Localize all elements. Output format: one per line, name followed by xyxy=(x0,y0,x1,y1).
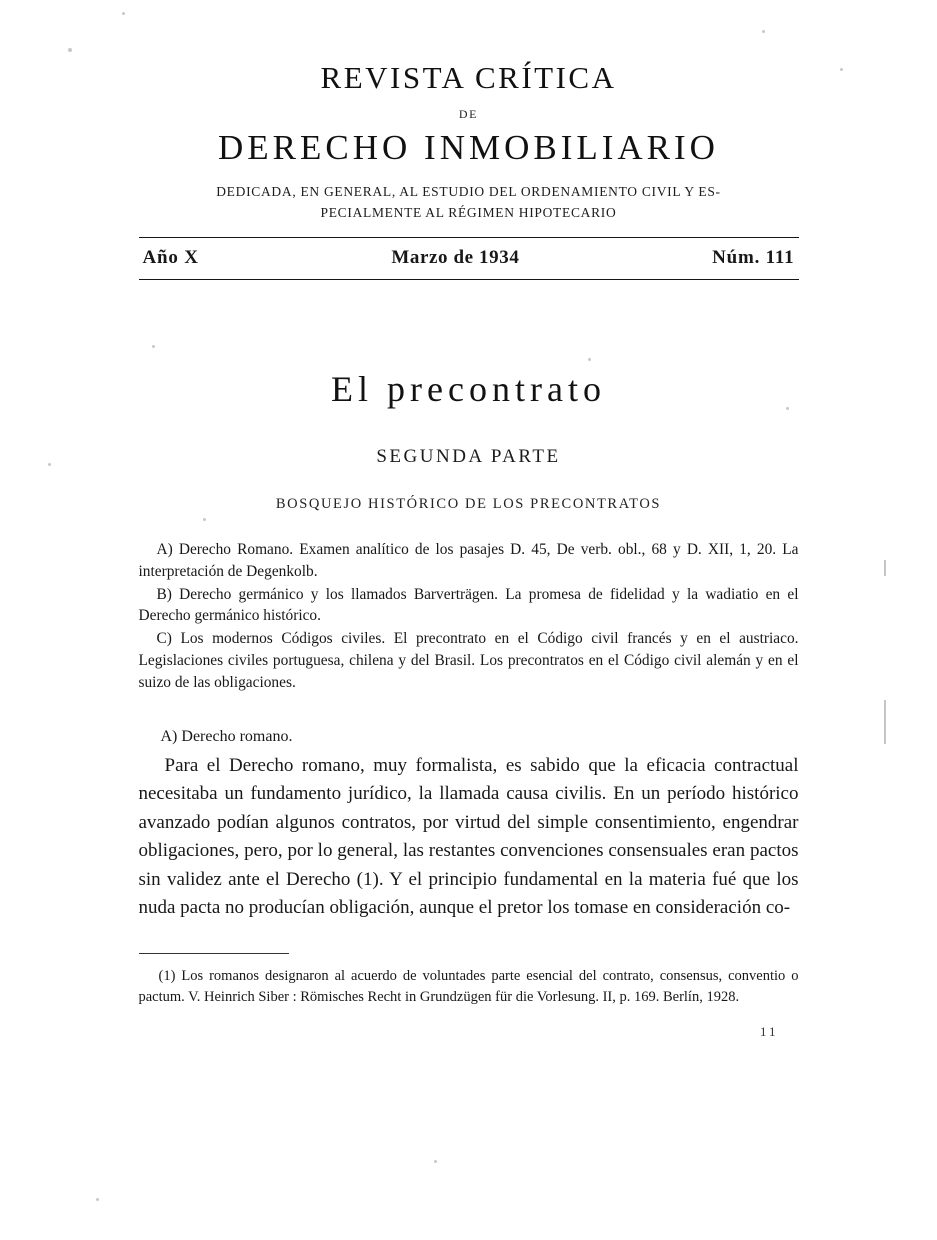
scan-speck xyxy=(152,345,155,348)
summary-item-c: C) Los modernos Códigos civiles. El precontrato en el Código civil francés y en el austriaco. Legislaciones civiles portuguesa, chilena y del Brasil. Los precontratos en el Código civil alemán y en el suizo de las obligaciones. xyxy=(138,630,799,692)
scan-edge-mark xyxy=(884,700,886,744)
scan-edge-mark xyxy=(884,560,886,576)
journal-subtitle xyxy=(139,182,799,224)
article-body xyxy=(139,752,799,923)
scan-speck xyxy=(48,463,51,466)
footnote xyxy=(139,966,799,1008)
summary-item-b: B) Derecho germánico y los llamados Barverträgen. La promesa de fidelidad y la wadiatio en el Derecho germánico histórico. xyxy=(138,585,799,625)
journal-title-line-2: DERECHO INMOBILIARIO xyxy=(218,128,719,167)
issue-bar xyxy=(139,238,799,279)
issue-year: Año X xyxy=(142,246,199,268)
journal-masthead xyxy=(139,0,799,280)
article-title: El precontrato xyxy=(331,368,606,409)
section-heading-a: A) Derecho romano. xyxy=(160,727,293,745)
issue-number: Núm. 111 xyxy=(712,246,795,268)
journal-subtitle-line-1: DEDICADA, EN GENERAL, AL ESTUDIO DEL ORDENAMIENTO CIVIL Y ES- xyxy=(216,184,721,199)
journal-title-de: DE xyxy=(458,107,479,121)
journal-subtitle-line-2: PECIALMENTE AL RÉGIMEN HIPOTECARIO xyxy=(320,204,617,220)
footnote-text: (1) Los romanos designaron al acuerdo de voluntades parte esencial del contrato, consensus, conventio o pactum. V. Heinrich Siber : Römisches Recht in Grundzügen für die Vorlesung. II, p. 169. Berlín, 1928. xyxy=(138,967,799,1005)
article-part-label: SEGUNDA PARTE xyxy=(376,445,561,467)
scan-speck xyxy=(786,407,789,410)
scan-speck xyxy=(68,48,72,52)
footnote-separator xyxy=(139,953,289,954)
scan-speck xyxy=(122,12,125,15)
scan-speck xyxy=(96,1198,99,1201)
scan-speck xyxy=(434,1160,437,1163)
scan-speck xyxy=(588,358,591,361)
article-body-paragraph: Para el Derecho romano, muy formalista, es sabido que la eficacia contractual necesitaba un fundamento jurídico, la llamada causa civilis. En un período histórico avanzado podían algunos contratos, por virtud del simple consentimiento, engendrar obligaciones, pero, por lo general, las restantes convenciones consensuales eran pactos sin validez ante el Derecho (1). Y el principio fundamental en la materia fué que los nuda pacta no producían obligación, aunque el pretor los tomase en consideración co- xyxy=(138,754,799,919)
scan-speck xyxy=(762,30,765,33)
summary-item-a: A) Derecho Romano. Examen analítico de los pasajes D. 45, De verb. obl., 68 y D. XII, 1, 20. La interpretación de Degenkolb. xyxy=(138,540,799,580)
scan-speck xyxy=(840,68,843,71)
issue-date: Marzo de 1934 xyxy=(391,246,520,268)
page-number: 11 xyxy=(759,1024,779,1039)
article-summary xyxy=(139,539,799,694)
article xyxy=(139,280,799,1040)
article-section-heading: BOSQUEJO HISTÓRICO DE LOS PRECONTRATOS xyxy=(275,495,662,512)
journal-title-line-1: REVISTA CRÍTICA xyxy=(320,60,617,95)
scan-speck xyxy=(203,518,206,521)
